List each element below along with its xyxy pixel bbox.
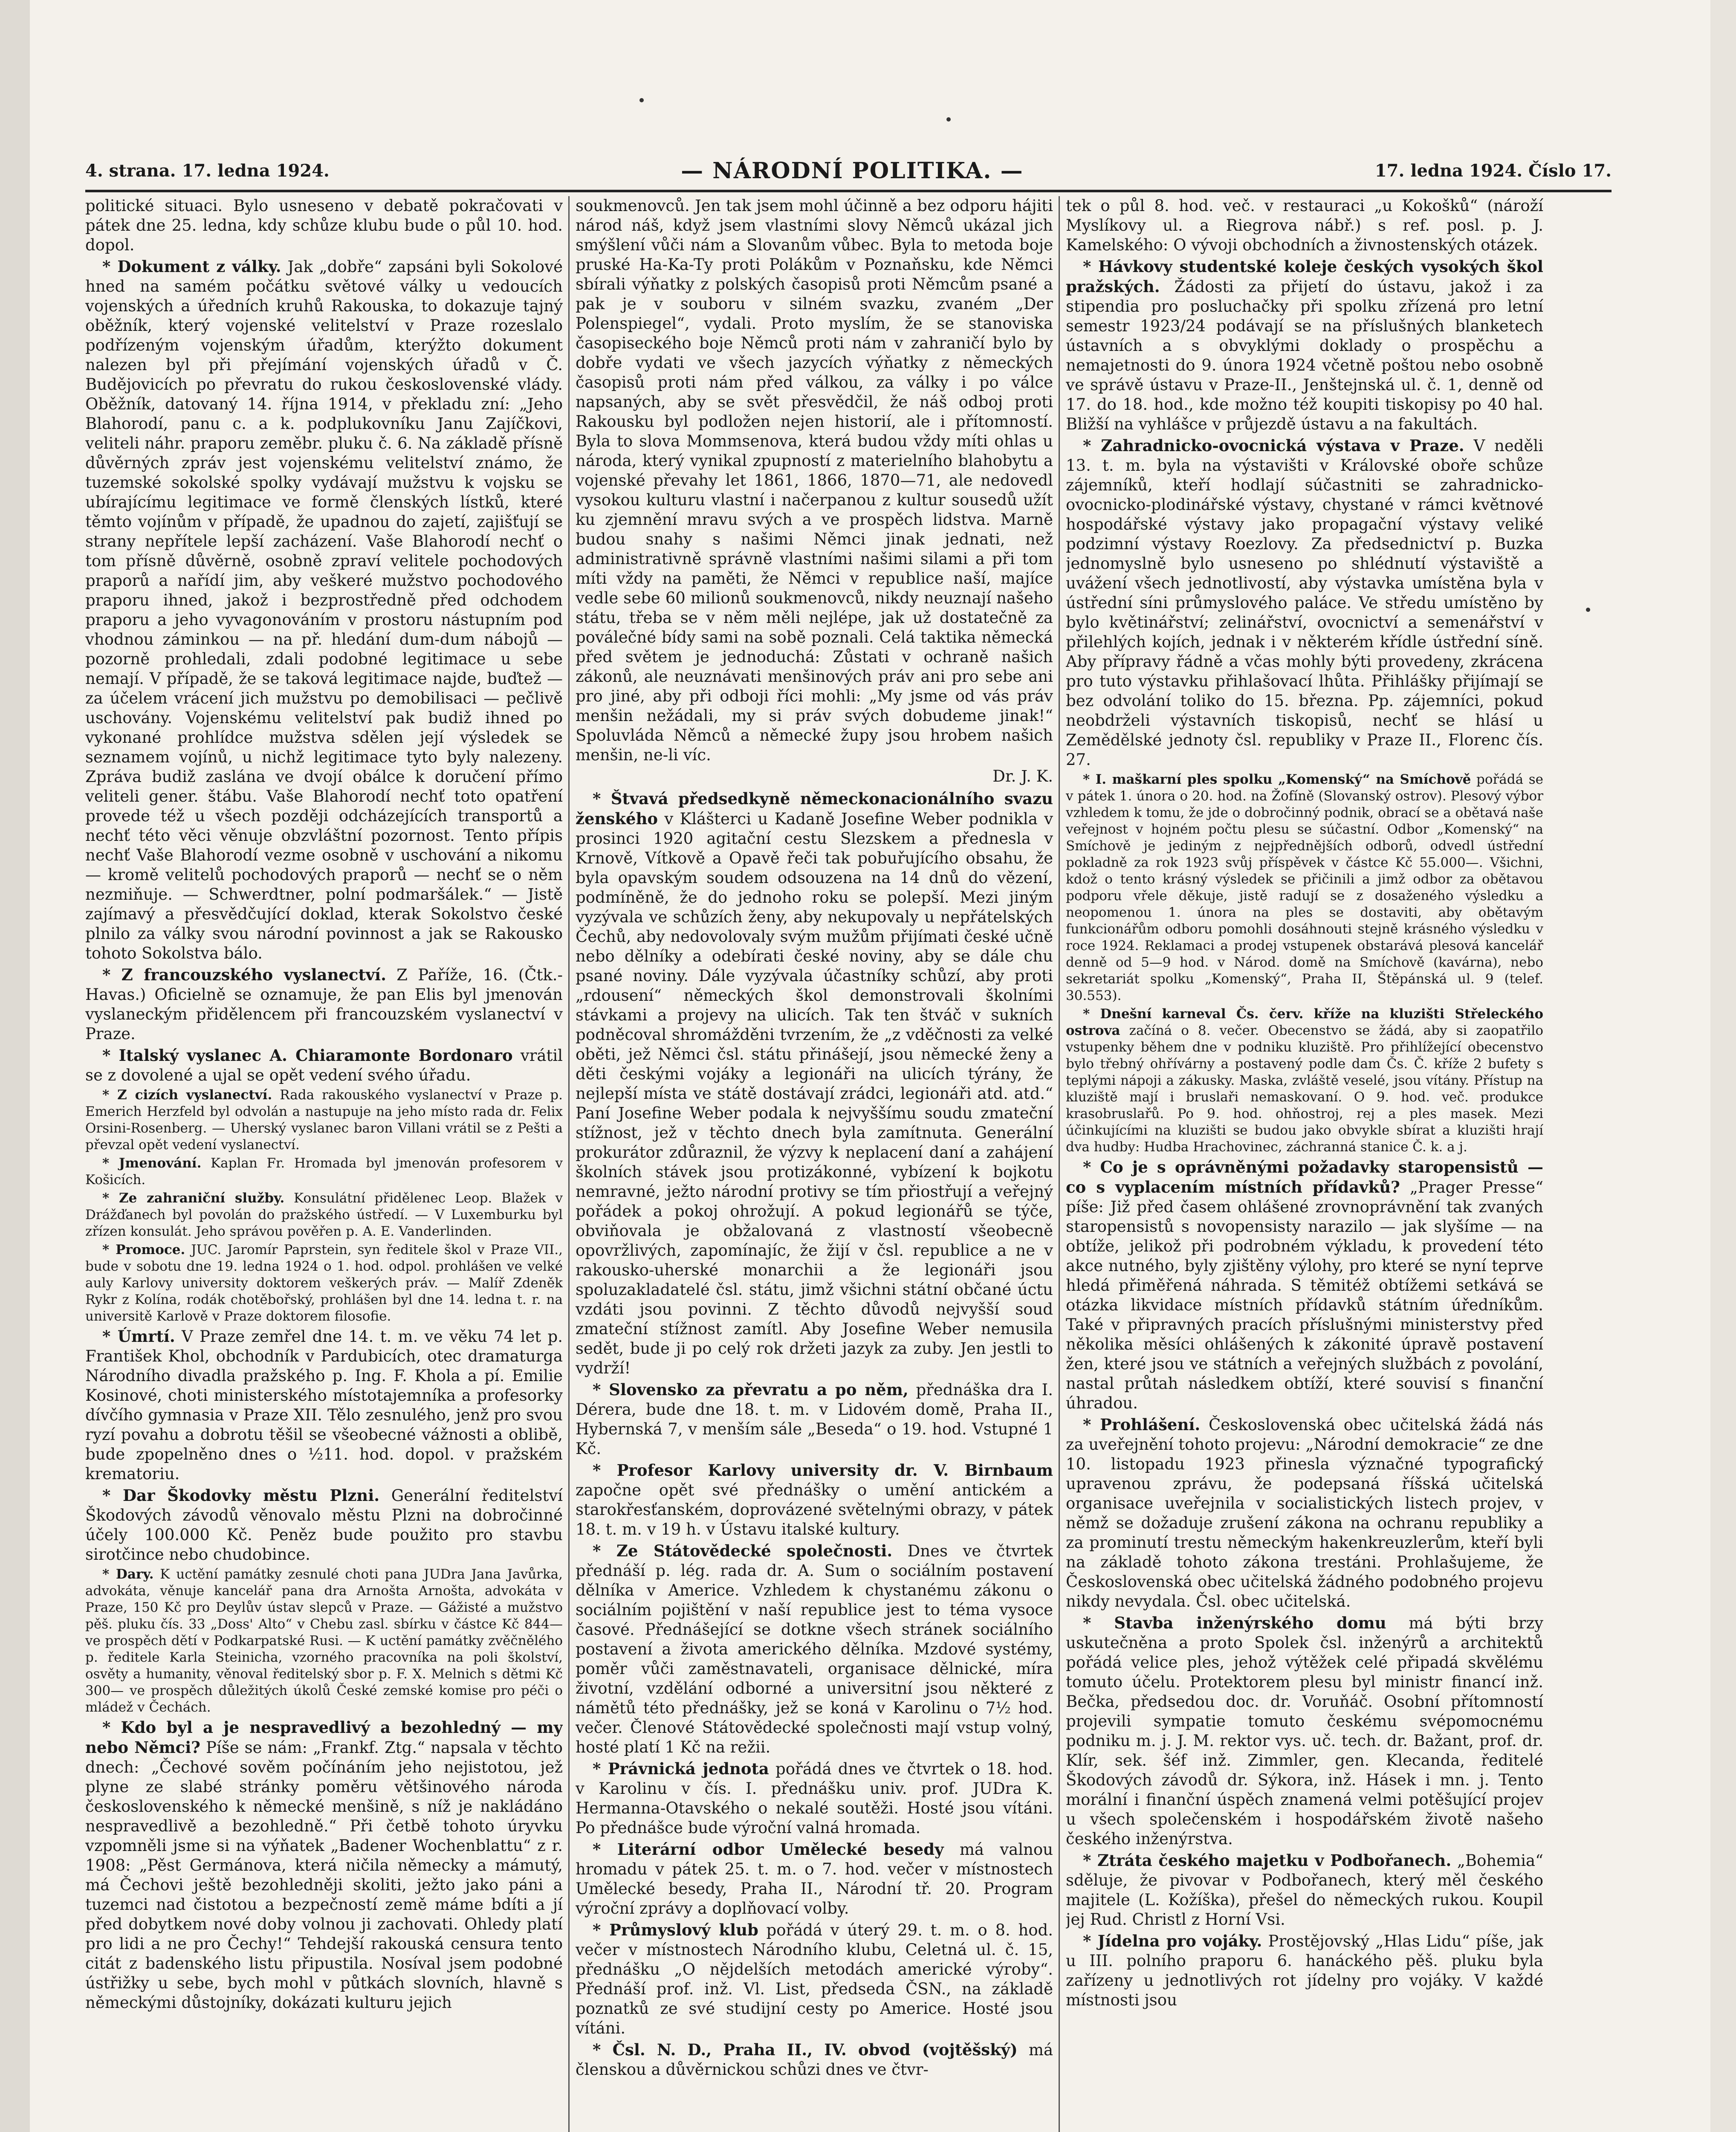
header-page-date: 4. strana. 17. ledna 1924. <box>85 160 330 181</box>
article-body: vrátil se z dovolené a ujal se opět vedení svého úřadu. <box>85 1046 563 1084</box>
article-body: „Bohemia“ sděluje, že pivovar v Podbořanech, který měl českého majitele (L. Kožíška), přešel do německých rukou. Koupil jej Rud. Christl z Horní Vsi. <box>1066 1851 1543 1929</box>
article-heading: * Co je s oprávněnými požadavky staropensistů — co s vyplacením místních přídavků? <box>1066 1158 1543 1196</box>
article-body: Prostějovský „Hlas Lidu“ píše, jak u III. polního praporu 6. hanáckého pěš. pluku byla zařízeny u jednotlivých rot jídelny pro vojáky. V každé místnosti jsou <box>1066 1932 1543 2009</box>
article-heading: * Jmenování. <box>102 1156 202 1171</box>
column-1 <box>85 196 563 2132</box>
article-signature: Dr. J. K. <box>992 767 1053 785</box>
article-heading: * Štvavá předsedkyně německonacionálního svazu ženského <box>576 789 1053 828</box>
article-heading: * Profesor Karlovy university dr. V. Birnbaum <box>593 1461 1053 1480</box>
article-heading: * Dokument z války. <box>102 257 281 276</box>
scan-speck <box>1586 608 1590 612</box>
scan-speck <box>946 117 951 122</box>
page-header <box>85 154 1612 188</box>
article-paragraph <box>1066 1006 1543 1156</box>
article-paragraph <box>85 965 563 1044</box>
article-paragraph <box>85 1486 563 1564</box>
article-body: Generální ředitelství Škodových závodů věnovalo městu Plzni na dobročinné účely 100.000 Kč. Peněz bude použito pro stavbu sirotčince nebo chudobince. <box>85 1486 563 1564</box>
header-rule <box>85 190 1612 192</box>
article-body: Žádosti za přijetí do ústavu, jakož i za stipendia pro posluchačky při spolku zřízená pro letní semestr 1923/24 podávají se na příslušných blanketech ústavních a s obvyklými doklady o prospěchu a nemajetnosti do 9. února 1924 včetně poštou nebo osobně ve správě ústavu v Praze-II., Jenštejnská ul. č. 1, denně od 17. do 18. hod., kde možno též koupiti tiskopisy po 40 hal. Bližší na vyhlášce v průjezdě ústavu a na fakultách. <box>1066 278 1543 433</box>
article-body: K uctění památky zesnulé choti pana JUDra Jana Javůrka, advokáta, věnuje kancelář pana dra Arnošta Arnošta, advokáta v Praze, 150 Kč pro Deylův ústav slepců v Praze. — Gážisté a mužstvo pěš. pluku čís. 33 „Doss' Alto“ v Chebu zasl. sbírku v částce Kč 844— ve prospěch dětí v Podkarpatské Rusi. — K uctění památky zvěčnělého p. ředitele Karla Steinicha, vzorného pracovníka na poli školství, osvěty a humanity, věnoval ředitelský sbor p. F. X. Melnich s dětmi Kč 300— ve prospěch důležitých úkolů České zemské komise pro péči o mládež v Čechách. <box>85 1567 563 1715</box>
newspaper-title: — NÁRODNÍ POLITIKA. — <box>681 157 1024 184</box>
article-paragraph <box>1066 1851 1543 1929</box>
article-heading: * Literární odbor Umělecké besedy <box>593 1840 944 1859</box>
article-body: začíná o 8. večer. Obecenstvo se žádá, aby si zaopatřilo vstupenky během dne v podniku kluziště. Pro přihlížející obecenstvo bylo třebný ohřívárny a postavený podle dam Čs. Č. kříže 2 bufety s teplými nápoji a zákusky. Maska, zvláště veselé, jsou vítány. Přístup na kluziště mají i bruslaři nemaskovaní. O 9. hod. več. produkce krasobruslařů. Po 9. hod. ohňostroj, rej a ples masek. Mezi účinkujícími na kluzišti se budou jako obvykle sbírat a kluzišti hrají dva hudby: Hudba Hrachovinec, záchranná stanice Č. k. a j. <box>1066 1023 1543 1155</box>
article-body: má valnou hromadu v pátek 25. t. m. o 7. hod. večer v místnostech Umělecké besedy, Praha II., Národní tř. 20. Program výroční zprávy a doplňovací volby. <box>576 1840 1053 1918</box>
article-paragraph <box>1066 1931 1543 2010</box>
article-heading: * Dary. <box>102 1567 154 1582</box>
article-heading: * Ze Státovědecké společnosti. <box>593 1541 893 1560</box>
article-paragraph <box>85 257 563 963</box>
article-heading: * Kdo byl a je nespravedlivý a bezohledný — my nebo Němci? <box>85 1718 563 1757</box>
article-paragraph <box>1066 257 1543 434</box>
article-heading: * Průmyslový klub <box>593 1921 758 1939</box>
article-heading: * Dar Škodovky městu Plzni. <box>102 1486 380 1505</box>
article-body: pořádá se v pátek 1. února o 20. hod. na Žofíně (Slovanský ostrov). Plesový výbor vzhledem k tomu, že jde o dobročinný podnik, obrací se a obětavá naše veřejnost v hojném počtu plesu se súčastní. Odbor „Komenský“ na Smíchově je jediným z nejpřednějších odborů, odvedl ústřední pokladně za rok 1923 svůj příspěvek v částce Kč 55.000—. Všichni, kdož o tento krásný výsledek se přičinili a jimž odbor za obětavou podporu vřele děkuje, jistě radují se z dosaženého výsledku a neopomenou 1. února na ples se dostaviti, aby obětavým funkcionářům odboru pomohli dosáhnouti stejně krásného výsledku v roce 1924. Reklamaci a prodej vstupenek obstarává plesová kancelář denně od 5—9 hod. v Národ. domě na Smíchově (kavárna), nebo sekretariát spolku „Komenský“, Praha II, Štěpánská ul. 9 (telef. 30.553). <box>1066 772 1543 1003</box>
article-heading: * Italský vyslanec A. Chiaramonte Bordonaro <box>102 1046 513 1065</box>
article-paragraph <box>85 1242 563 1325</box>
article-body: pořádá dnes ve čtvrtek o 18. hod. v Karolinu v čís. I. přednášku univ. prof. JUDra K. Hermanna-Otavského o nekalé soutěži. Hosté jsou vítáni. Po přednášce bude výroční valná hromada. <box>576 1760 1053 1837</box>
column-3 <box>1066 196 1543 2132</box>
article-heading: * Slovensko za převratu a po něm, <box>593 1380 909 1399</box>
article-body: pořádá v úterý 29. t. m. o 8. hod. večer v místnostech Národního klubu, Celetná ul. č. 15, přednášku „O nějdelších metodách americké výroby“. Přednáší prof. inž. Vl. List, předseda ČSN., na základě poznatků ze své studijní cesty po Americe. Hosté jsou vítáni. <box>576 1921 1053 2037</box>
left-scan-margin <box>0 0 30 2132</box>
article-heading: * Zahradnicko-ovocnická výstava v Praze. <box>1083 436 1464 455</box>
right-scan-margin <box>1710 0 1736 2132</box>
article-paragraph <box>576 789 1053 1378</box>
article-paragraph <box>1066 1415 1543 1611</box>
article-body: V neděli 13. t. m. byla na výstavišti v Královské oboře schůze zájemníků, kteří hodlají súčastniti se zahradnicko-ovocnicko-plodinářské výstavy, chystané v rámci květnové hospodářské výstavy jako propagační výstavy veliké podzimní výstavy Roezlovy. Za předsednictví p. Buzka jednomyslně bylo usneseno po shlédnutí výstaviště a uvážení všech jednotlivostí, aby výstavka umístěna byla v ústřední síni průmyslového paláce. Ve středu umístěno by bylo květinářství; zelinářství, ovocnictví a semenářství v přilehlých kojích, jednak i v některém křídle ústřední síně. Aby přípravy řádně a včas mohly býti provedeny, zkrácena pro tuto výstavku přihlašovací lhůta. Přihlášky přijímají se bez odvolání toliko do 15. března. Pp. zájemníci, pokud neobdrželi výstavních tiskopisů, nechť se hlásí u Zemědělské jednoty čsl. republiky v Praze II., Florenc čís. 27. <box>1066 437 1543 769</box>
article-body: přednáška dra I. Dérera, bude dne 18. t. m. v Lidovém domě, Praha II., Hybernská 7, v menším sále „Beseda“ o 19. hod. Vstupné 1 Kč. <box>576 1381 1053 1458</box>
article-paragraph <box>85 1327 563 1484</box>
article-paragraph <box>576 1759 1053 1838</box>
article-body: Píše se nám: „Frankf. Ztg.“ napsala v těchto dnech: „Čechové sověm počínáním jeho nejistotou, jež plyne ze slabé stránky poměru většinového národa československého k německé menšině, s níž je nakládáno nespravedlivě a bezohledně.“ Při četbě tohoto úryvku vzpomněli jsme si na výňatek „Badener Wochenblattu“ z r. 1908: „Pěst Germánova, která ničila německy a mámutý, má Čechovi ještě bezohledněji skoliti, ježto jako páni a tuzemci nad čistotou a bezpečností země máme bdíti a jí před dobytkem nové doby volnou ji zachovati. Ohledy platí pro lidi a ne pro Čechy!“ Tehdejší rakouská censura tento citát z badenského listu připustila. Nosíval jsem podobné ústřižky u sebe, bych mohl v půtkách slovních, hlavně s německými důstojníky, dokázati kulturu jejich <box>85 1738 563 2012</box>
article-heading: * Dnešní karneval Čs. červ. kříže na kluzišti Střeleckého ostrova <box>1066 1006 1543 1038</box>
article-paragraph <box>576 1920 1053 2038</box>
article-paragraph <box>576 1541 1053 1757</box>
article-body: Československá obec učitelská žádá nás za uveřejnění tohoto projevu: „Národní demokracie“ ze dne 10. listopadu 1923 přinesla význačné typografický upravenou zprávu, že podepsaná říšská učitelská organisace uveřejnila v socialistických listech projev, v němž se dožaduje zrušení zákona na ochranu republiky a za prominutí trestu německým hakenkreuzlerům, kteří byli na základě tohoto zákona trestáni. Prohlašujeme, že Československá obec učitelská žádného podobného projevu nikdy nevydala. Čsl. obec učitelská. <box>1066 1416 1543 1611</box>
article-body: Z Paříže, 16. (Čtk.-Havas.) Oficielně se oznamuje, že pan Elis byl jmenován vyslaneckým přidělencem při francouzském vyslanectví v Praze. <box>85 966 563 1043</box>
article-body: Konsulátní přidělenec Leop. Blažek v Drážďanech byl povolán do pražského ústředí. — V Luxemburku byl zřízen konsulát. Jeho správou pověřen p. A. E. Vanderlinden. <box>85 1191 563 1239</box>
article-body: Jak „dobře“ zapsáni byli Sokolové hned na samém počátku světové války u vedoucích vojenských a úředních kruhů Rakouska, to dokazuje tajný oběžník, který vojenské velitelství v Praze rozeslalo podřízeným vojenským úřadům, kterýžto dokument nalezen byl při přejímání vojenských úřadů v Č. Budějovicích po převratu do rukou československé vlády. Oběžník, datovaný 14. října 1914, v překladu zní: „Jeho Blahorodí, panu c. a k. podplukovníku Janu Zajíčkovi, veliteli náhr. praporu zeměbr. pluku č. 6. Na základě přísně důvěrných zpráv jest vojenskému velitelství známo, že tuzemské sokolské spolky vydávají mužstvu k vojsku se ubírajícímu legitimace ve formě členských lístků, které těmto vojínům v případě, že upadnou do zajetí, zajišťují se strany nepřítele lepší zacházení. Vaše Blahorodí nechť o tom přísně důvěrně, osobně zpraví velitele pochodových praporů a nařídí jim, aby veškeré mužstvo pochodového praporu ihned, jakož i bezprostředně před odchodem praporu a jeho vyvagonováním v prostoru nástupním pod vhodnou záminkou — na př. hledání dum-dum nábojů — pozorně prohledali, zdali podobné legitimace u sebe nemají. V případě, že se taková legitimace najde, buďtež — za účelem vrácení jich mužstvu po demobilisaci — pečlivě uschovány. Vojenskému velitelství pak budiž ihned po vykonané prohlídce mužstva sdělen její výsledek se seznamem vojínů, u nichž legitimace tyto byly nalezeny. Zpráva budiž zaslána ve dvojí obálce k doručení přímo veliteli gener. štábu. Vaše Blahorodí nechť toto opatření provede též u všech později odcházejících transportů a nechť této věci věnuje obzvláštní pozornost. Tento přípis nechť Vaše Blahorodí vezme osobně v uschování a nikomu — kromě velitelů pochodových praporů — nechť se o něm nezmiňuje. — Schwerdtner, polní podmaršálek.“ — Jistě zajímavý a přesvědčující doklad, kterak Sokolstvo české plnilo za války svou národní povinnost a jak se Rakousko tohoto Sokolstva bálo. <box>85 258 563 962</box>
article-body: v Klášterci u Kadaně Josefine Weber podnikla v prosinci 1920 agitační cestu Slezskem a přednesla v Krnově, Vítkově a Opavě řeči tak pobuřujícího obsahu, že byla opavským soudem odsouzena na 14 dnů do vězení, podmíněně, že do jednoho roku se polepší. Mezi jiným vyzývala ve schůzích ženy, aby nekupovaly u nepřátelských Čechů, aby nedovolovaly svým mužům přijímati české učně nebo dělníky a odebírati české noviny, aby se dále chu psané noviny. Dále vyzývala účastníky schůzí, aby proti „rdousení“ německých škol demonstrovali školními stávkami a projevy na ulicích. Tak ten štváč v sukních podněcoval shromážděni tvrzením, že „z vděčnosti za velké oběti, jež Němci čsl. státu přinášejí, jsou německé ženy a děti českými vojáky a legionáři na ulicích týrány, že nejlepší místa ve státě dostávají zrádci, legionáři atd. atd.“ Paní Josefine Weber podala k nejvyššímu soudu zmateční stížnost, jež v těchto dnech byla zamítnuta. Generální prokurátor zdůraznil, že výzvy k neplacení daní a zahájení školních stávek jsou protizákonné, vybízení k bojkotu nemravné, ježto národní protivy se tím přiostřují a veřejný pořádek a pokoj ohrožují. A pokud legionářů se týče, obviňovala je obžalovaná z vlastností všeobecně opovržlivých, zapomínajíc, že žijí v čsl. republice a ne v rakousko-uherské monarchii a že legionáři jsou spoluzakladatelé čsl. státu, jimž všichni státní občané úctu vzdáti jsou povinni. Z těchto důvodů nejvyšší soud zmateční stížnost zamítl. Aby Josefine Weber nemusila sedět, bude ji po celý rok držeti jazyk za zuby. Jen jestli to vydrží! <box>576 810 1053 1377</box>
article-body: tek o půl 8. hod. več. v restauraci „u Kokošků“ (nároží Myslíkovy ul. a Riegrova nábř.) s ref. posl. p. J. Kamelského: O vývoji obchodních a živnostenských otázek. <box>1066 197 1543 254</box>
article-body: V Praze zemřel dne 14. t. m. ve věku 74 let p. František Khol, obchodník v Pardubicích, otec dramaturga Národního divadla pražského p. Ing. F. Khola a pí. Emilie Kosinové, choti ministerského místotajemníka a profesorky dívčího gymnasia v Praze XII. Tělo zesnulého, jenž pro svou ryzí povahu a dobrotu těšil se všeobecné vážnosti a oblibě, bude zpopelněno dnes o ½11. hod. dopol. v pražském krematoriu. <box>85 1327 563 1483</box>
article-paragraph <box>576 1839 1053 1918</box>
article-paragraph <box>576 196 1053 765</box>
article-paragraph <box>85 1190 563 1240</box>
article-paragraph <box>1066 1613 1543 1849</box>
article-heading: * Právnická jednota <box>593 1759 769 1778</box>
scan-speck <box>639 98 644 102</box>
article-heading: * Jídelna pro vojáky. <box>1083 1932 1262 1950</box>
article-paragraph <box>1066 436 1543 770</box>
article-paragraph <box>85 1155 563 1188</box>
article-heading: * Ztráta českého majetku v Podbořanech. <box>1083 1851 1452 1870</box>
article-paragraph <box>576 1380 1053 1459</box>
column-divider-1 <box>568 196 570 2132</box>
article-heading: * Z cizích vyslanectví. <box>102 1087 272 1103</box>
column-divider-2 <box>1059 196 1060 2132</box>
article-paragraph <box>576 1460 1053 1539</box>
header-issue-number: 17. ledna 1924. Číslo 17. <box>1374 160 1612 181</box>
article-body: má členskou a důvěrnickou schůzi dnes ve čtvr- <box>576 2041 1053 2079</box>
article-body: soukmenovců. Jen tak jsem mohl účinně a bez odporu hájiti národ náš, když jsem vlastními slovy Němců ukázal jich smýšlení vůči nám a Slovanům vůbec. Byla to metoda boje pruské Ha-Ka-Ty proti Polákům v Poznaňsku, kde Němci sbírali výňatky z polských časopisů proti Němcům psané a pak je v souboru v silném svazku, zvaném „Der Polenspiegel“, vydali. Proto myslím, že se stanoviska časopiseckého boje Němců proti nám v zahraničí bylo by dobře vydati ve všech jazycích výňatky z německých časopisů proti nám před válkou, za války i po válce napsaných, aby se svět přesvědčil, že náš odboj proti Rakousku byl podložen nejen historií, ale i přítomností. Byla to slova Mommsenova, která budou vždy míti ohlas u národa, který vynikal zpupností z materielního blahobytu a vojenské převahy let 1861, 1866, 1870—71, ale nedovedl vysokou kulturu vlastní i načerpanou z kultur sousedů užít ku zjemnění mravu svých a ve prospěch lidstva. Marně budou snahy s našimi Němci jinak jednati, než administrativně správně vlastními našimi silami a při tom míti vždy na paměti, že Němci v republice naší, majíce vedle sebe 60 milionů soukmenovců, nikdy neuznají našeho státu, třeba se v něm měli nejlépe, jak už dostatečně za poválečné bídy sami na sobě poznali. Celá taktika německá před světem je jednoduchá: Zůstati v ochraně našich zákonů, ale neuznávati menšinových práv ani pro sebe ani pro jiné, aby při odboji říci mohli: „My jsme od vás práv menšin nežádali, my si práv svých dobudeme jinak!“ Spoluvláda Němců a německé župy jsou hrobem našich menšin, ne-li víc. <box>576 197 1053 764</box>
article-heading: * I. maškarní ples spolku „Komenský“ na Smíchově <box>1083 772 1471 787</box>
article-body: „Prager Presse“ píše: Již před časem ohlášené zrovnoprávnění tak zvaných staropensistů s novopensisty narazilo — jak slyšíme — na obtíže, jelikož při podrobném výkladu, k provedení této akce nutného, byly zjištěny výlohy, pro které se nyní teprve hledá přiměřená náhrada. S těmitéž obtížemi setkává se otázka likvidace místních přídavků státním úředníkům. Také v připravných pracích příslušnými ministerstvy před několika měsíci ohlášených k zákonité úpravě postavení žen, které jsou ve státních a veřejných službách z povolání, nastal průtah následkem obtíží, které souvisí s finanční úhradou. <box>1066 1178 1543 1412</box>
article-heading: * Prohlášení. <box>1083 1415 1201 1434</box>
article-heading: * Ze zahraniční služby. <box>102 1191 285 1206</box>
article-body: Rada rakouského vyslanectví v Praze p. Emerich Herzfeld byl odvolán a nastupuje na jeho místo rada dr. Felix Orsini-Rosenberg. — Uherský vyslanec baron Villani vrátil se z Pešti a převzal opět vedení vyslanectví. <box>85 1087 563 1153</box>
article-paragraph <box>85 1087 563 1153</box>
article-body: započne opět své přednášky o umění antickém a starokřesťanském, doprovázené světelnými obrazy, v pátek 18. t. m. v 19 h. v Ústavu italské kultury. <box>576 1481 1053 1538</box>
article-paragraph <box>1066 196 1543 255</box>
article-paragraph <box>1066 771 1543 1004</box>
article-heading: * Úmrtí. <box>102 1327 175 1346</box>
article-heading: * Promoce. <box>102 1242 185 1257</box>
article-body: politické situaci. Bylo usneseno v debatě pokračovati v pátek dne 25. ledna, kdy schůze klubu bude o půl 10. hod. dopol. <box>85 197 563 254</box>
article-heading: * Hávkovy studentské koleje českých vysokých škol pražských. <box>1066 257 1543 296</box>
article-paragraph <box>1066 1157 1543 1413</box>
article-heading: * Čsl. N. D., Praha II., IV. obvod (vojtěšský) <box>593 2040 1018 2059</box>
article-heading: * Stavba inženýrského domu <box>1083 1613 1386 1632</box>
article-paragraph <box>85 1718 563 2013</box>
article-body: má býti brzy uskutečněna a proto Spolek čsl. inženýrů a architektů pořádá velice ples, jehož výtěžek celé připadá skvělému tomuto účelu. Protektorem plesu byl ministr financí inž. Bečka, předsedou doc. dr. Voruňáč. Osobní přítomností projevili sympatie tomuto českému svépomocnému podniku m. j. J. M. rektor vys. uč. tech. dr. Bažant, prof. dr. Klír, sek. šéf inž. Zimmler, gen. Klecanda, ředitelé Škodových závodů dr. Sýkora, inž. Hásek i mn. j. Tento morální i finanční úspěch znamená velmi potěšující projev u všech společenském i hospodářském životě našeho českého inženýrstva. <box>1066 1614 1543 1848</box>
article-body: JUC. Jaromír Paprstein, syn ředitele škol v Praze VII., bude v sobotu dne 19. ledna 1924 o 1. hod. odpol. prohlášen ve velké auly Karlovy university doktorem veškerých práv. — Malíř Zdeněk Rykr z Kolína, rodák chotěbořský, prohlášen byl dne 14. ledna t. r. na universitě Karlově v Praze doktorem filosofie. <box>85 1242 563 1324</box>
article-paragraph <box>576 2040 1053 2080</box>
column-2 <box>576 196 1053 2132</box>
article-paragraph <box>85 196 563 255</box>
article-paragraph <box>85 1566 563 1716</box>
article-heading: * Z francouzského vyslanectví. <box>102 965 386 984</box>
article-body: Kaplan Fr. Hromada byl jmenován profesorem v Košicích. <box>85 1156 563 1188</box>
article-body: Dnes ve čtvrtek přednáší p. lég. rada dr. A. Sum o sociálním postavení dělníka v Americe. Vzhledem k chystanému zákonu o sociálním pojištění v naší republice jest to téma vysoce časové. Přednášející se dotkne všech stránek sociálního postavení a života amerického dělníka. Mzdové systémy, poměr vůči zaměstnavateli, organisace dělnické, míra životní, vzdělání odborné a universitní jsou některé z námětů této přednášky, jež se koná v Karolinu o 7½ hod. večer. Členové Státovědecké společnosti mají vstup volný, hosté platí 1 Kč na režii. <box>576 1542 1053 1756</box>
article-paragraph <box>85 1046 563 1085</box>
